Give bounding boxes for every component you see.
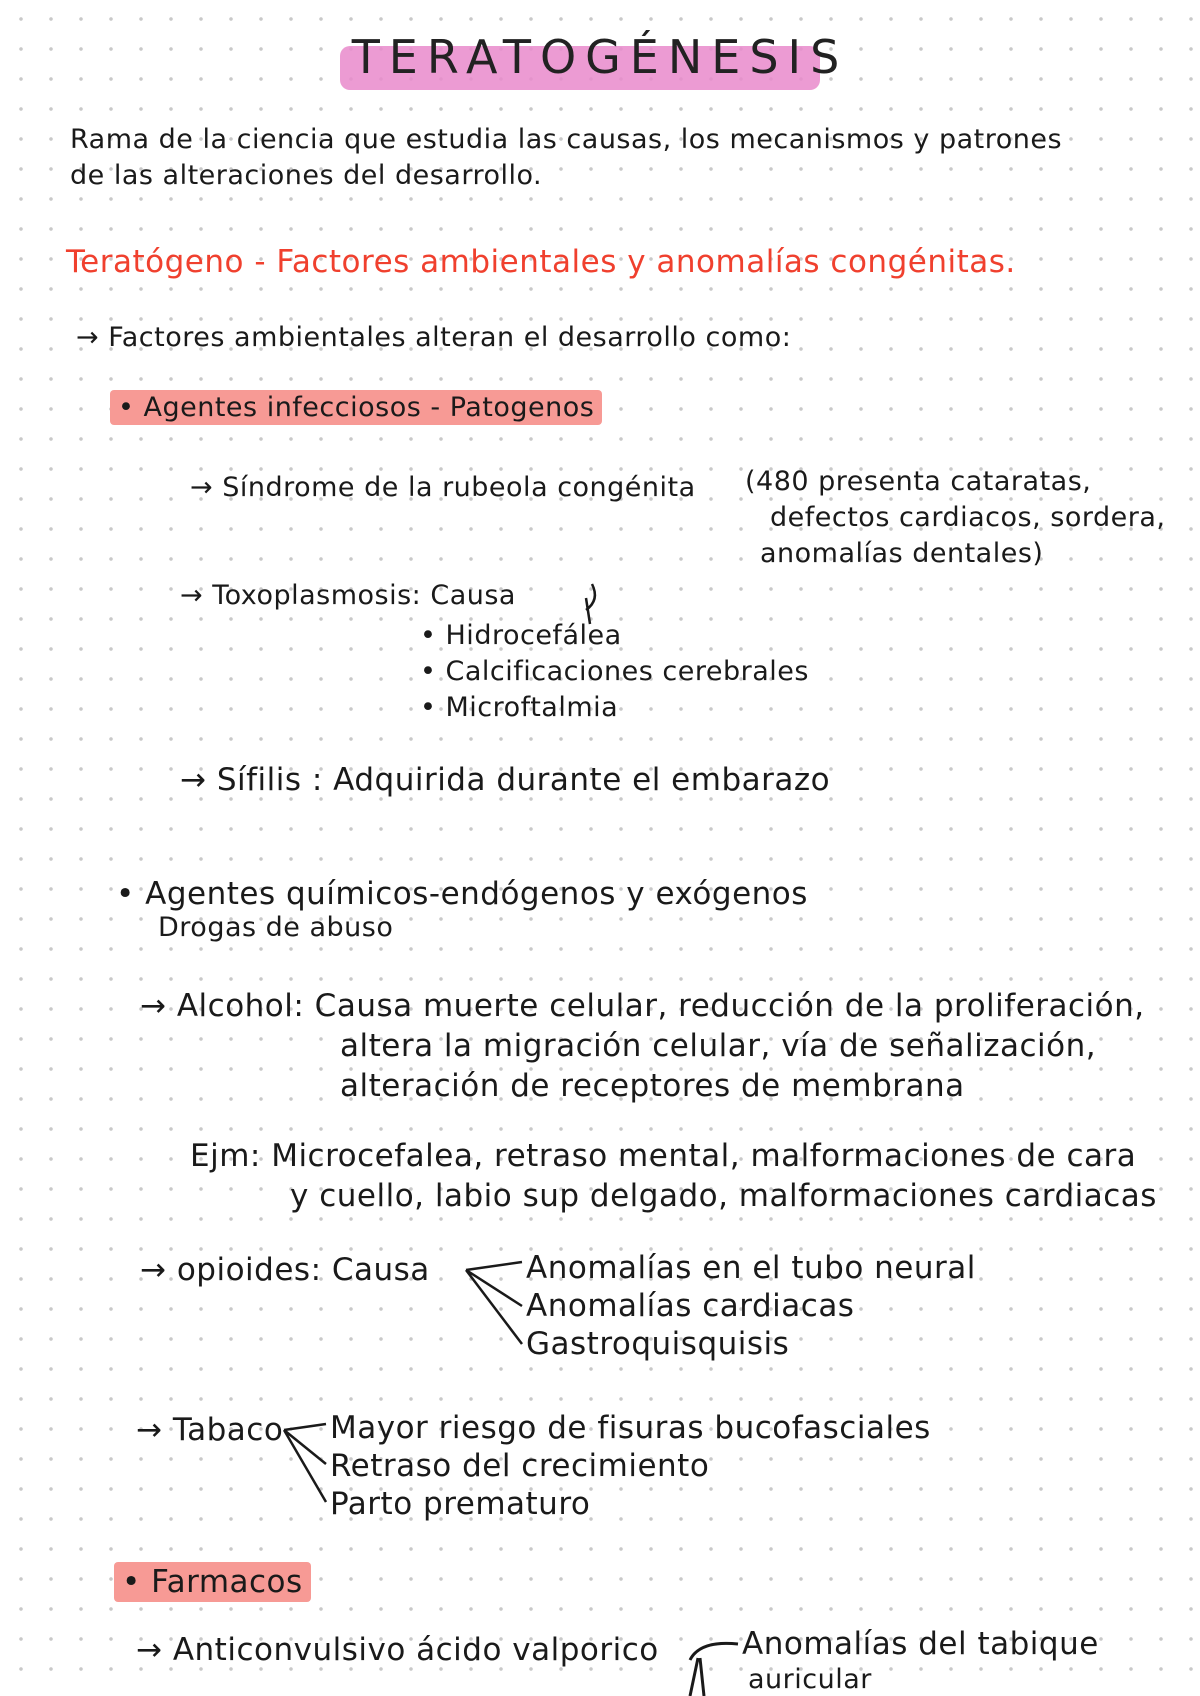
rubeola-note-1: (480 presenta cataratas, [745,466,1092,497]
anticonvulsivo-branch [690,1643,738,1696]
alcohol-line-1: → Alcohol: Causa muerte celular, reducción de la proliferación, [140,988,1145,1024]
opioides-line: → opioides: Causa [140,1252,430,1288]
rubeola-note-3: anomalías dentales) [760,538,1044,569]
alcohol-line-3: alteración de receptores de membrana [340,1068,965,1104]
drogas-line: Drogas de abuso [158,912,394,943]
factores-line: → Factores ambientales alteran el desarrollo como: [76,322,792,353]
tabaco-item-2: Retraso del crecimiento [330,1448,710,1484]
toxo-item-1: • Hidrocefálea [420,620,622,651]
teratogeno-heading: Teratógeno - Factores ambientales y anomalías congénitas. [66,244,1016,280]
intro-line-1: Rama de la ciencia que estudia las causas, los mecanismos y patrones [70,124,1063,155]
rubeola-note-2: defectos cardiacos, sordera, [770,502,1166,533]
page-title: TERATOGÉNESIS [351,30,849,84]
anticonvulsivo-line: → Anticonvulsivo ácido valporico [136,1632,659,1668]
infecciosos-heading-text: • Agentes infecciosos - Patogenos [110,390,602,425]
tabaco-line: → Tabaco [136,1412,284,1448]
opioides-item-2: Anomalías cardiacas [526,1288,855,1324]
intro-line-2: de las alteraciones del desarrollo. [70,160,543,191]
alcohol-line-2: altera la migración celular, vía de señalización, [340,1028,1097,1064]
rubeola-line: → Síndrome de la rubeola congénita [190,472,696,503]
sifilis-line: → Sífilis : Adquirida durante el embarazo [180,762,831,798]
quimicos-heading: • Agentes químicos-endógenos y exógenos [116,876,808,912]
ejm-line-1: Ejm: Microcefalea, retraso mental, malformaciones de cara [190,1138,1137,1174]
opioides-item-1: Anomalías en el tubo neural [526,1250,976,1286]
toxo-item-2: • Calcificaciones cerebrales [420,656,809,687]
opioides-item-3: Gastroquisquisis [526,1326,790,1362]
tabaco-branch [284,1424,326,1502]
toxo-item-3: • Microftalmia [420,692,619,723]
ejm-line-2: y cuello, labio sup delgado, malformaciones cardiacas [290,1178,1157,1214]
anticonvulsivo-item-2: auricular [748,1664,872,1695]
opioides-branch [466,1262,522,1344]
tabaco-item-1: Mayor riesgo de fisuras bucofasciales [330,1410,931,1446]
toxo-line: → Toxoplasmosis: Causa [180,580,516,611]
tabaco-item-3: Parto prematuro [330,1486,591,1522]
farmacos-heading-text: • Farmacos [114,1562,311,1602]
toxo-arrow [586,584,595,624]
anticonvulsivo-item-1: Anomalías del tabique [742,1626,1099,1662]
